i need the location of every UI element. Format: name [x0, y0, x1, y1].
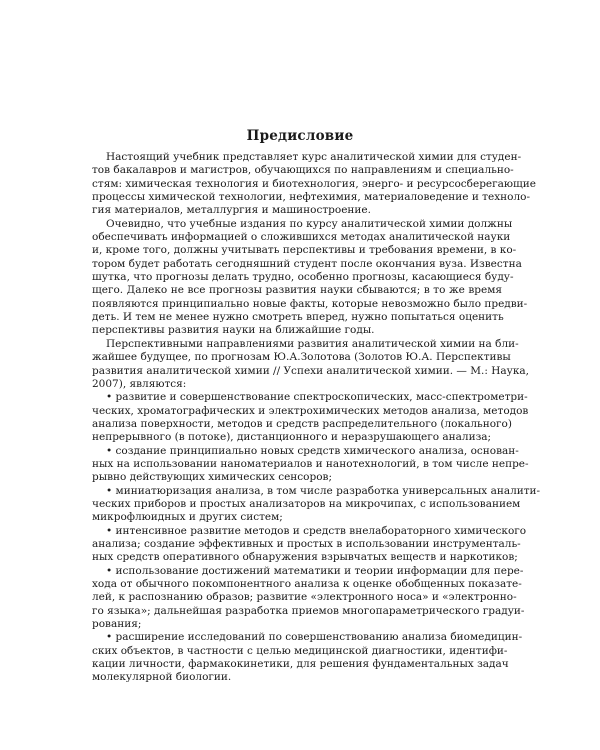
text-line: тором будет работать сегодняшний студент после окончания вуза. Известна: [92, 257, 522, 270]
text-line: стям: химическая технология и биотехнология, энерго- и ресурсосберегающие: [92, 177, 537, 190]
text-line: шутка, что прогнозы делать трудно, особенно прогнозы, касающиеся буду-: [92, 271, 514, 284]
text-line: непрерывного (в потоке), дистанционного и неразрушающего анализа;: [92, 431, 492, 444]
text-line: перспективы развития науки на ближайшие годы.: [92, 324, 375, 337]
text-line: микрофлюидных и других систем;: [92, 511, 283, 524]
text-line: • использование достижений математики и теории информации для пере-: [106, 564, 524, 577]
text-line: ных средств оперативного обнаружения взрывчатых веществ и наркотиков;: [92, 551, 518, 564]
text-line: ческих, хроматографических и электрохимических методов анализа, методов: [92, 404, 529, 417]
text-line: • миниатюризация анализа, в том числе разработка универсальных аналити-: [106, 484, 541, 497]
text-line: жайшее будущее, по прогнозам Ю.А.Золотова (Золотов Ю.А. Перспективы: [92, 351, 511, 364]
body-text: [92, 151, 541, 685]
text-line: лей, к распознанию образов; развитие «электронного носа» и «электронно-: [92, 591, 517, 604]
text-line: хода от обычного покомпонентного анализа к оценке обобщенных показате-: [92, 578, 522, 590]
text-line: деть. И тем не менее нужно смотреть вперед, нужно попытаться оценить: [92, 311, 504, 324]
text-line: ных на использовании наноматериалов и нанотехнологий, в том числе непре-: [92, 457, 529, 470]
page-title: Предисловие: [246, 128, 354, 144]
text-line: обеспечивать информацией о сложившихся методах аналитической науки: [92, 231, 511, 244]
text-line: развития аналитической химии // Успехи аналитической химии. — М.: Наука,: [92, 364, 529, 377]
text-line: кации личности, фармакокинетики, для решения фундаментальных задач: [92, 658, 509, 671]
text-line: ческих приборов и простых анализаторов на микрочипах, с использованием: [92, 497, 521, 510]
text-line: • расширение исследований по совершенствованию анализа биомедицин-: [106, 631, 523, 644]
text-line: Очевидно, что учебные издания по курсу аналитической химии должны: [106, 217, 513, 230]
text-line: анализа; создание эффективных и простых в использовании инструменталь-: [92, 537, 521, 550]
text-line: 2007), являются:: [92, 377, 187, 390]
text-line: • интенсивное развитие методов и средств внелабораторного химического: [106, 524, 527, 537]
text-line: • создание принципиально новых средств химического анализа, основан-: [106, 444, 519, 457]
text-line: рывно действующих химических сенсоров;: [92, 471, 332, 484]
text-line: анализа поверхности, методов и средств распределительного (локального): [92, 417, 512, 430]
text-line: ских объектов, в частности с целью медицинской диагностики, идентифи-: [92, 644, 508, 657]
text-line: Перспективными направлениями развития аналитической химии на бли-: [106, 337, 519, 350]
text-line: молекулярной биологии.: [92, 671, 232, 684]
text-line: появляются принципиально новые факты, которые невозможно было предви-: [92, 297, 528, 310]
text-line: • развитие и совершенствование спектроскопических, масс-спектрометри-: [106, 391, 528, 404]
text-line: го языка»; дальнейшая разработка приемов многопараметрического градуи-: [92, 604, 525, 617]
text-line: Настоящий учебник представляет курс аналитической химии для студен-: [106, 151, 522, 163]
text-line: рования;: [92, 618, 142, 631]
text-line: щего. Далеко не все прогнозы развития науки сбываются; в то же время: [92, 284, 502, 297]
text-line: и, кроме того, должны учитывать перспективы и требования времени, в ко-: [92, 244, 517, 257]
text-line: процессы химической технологии, нефтехимия, материаловедение и техноло-: [92, 191, 530, 204]
text-line: тов бакалавров и магистров, обучающихся по направлениям и специально-: [92, 164, 514, 177]
text-line: гия материалов, металлургия и машиностроение.: [92, 204, 371, 217]
